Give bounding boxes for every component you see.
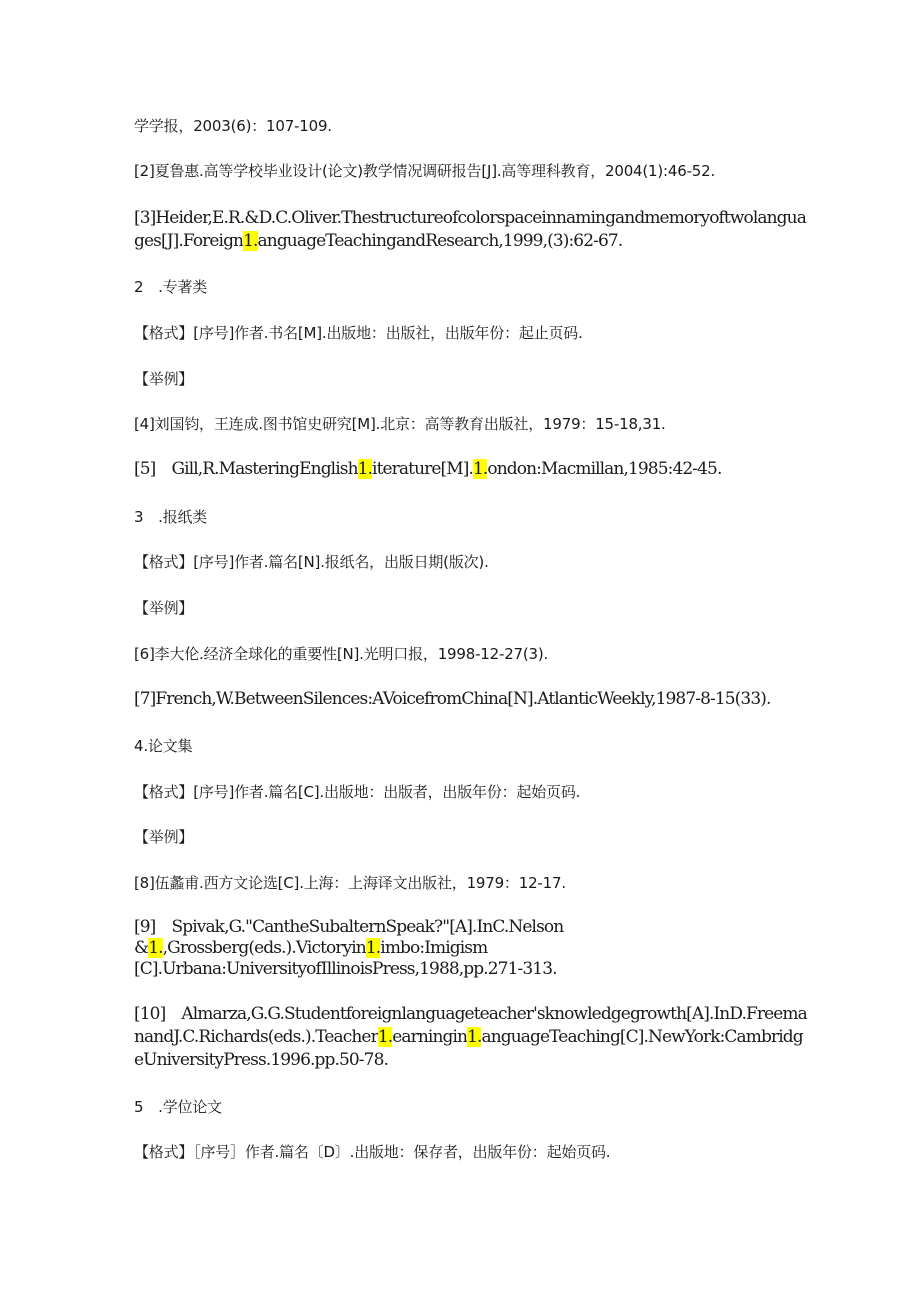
example-label: 【举例】 [134, 370, 194, 388]
example-label: 【举例】 [134, 599, 194, 617]
reference-6: [6]李大伦.经济全球化的重要性[N].光明口报，1998-12-27(3). [134, 645, 549, 663]
format-line-theses: 【格式】［序号］作者.篇名〔D〕.出版地：保存者，出版年份：起始页码. [134, 1143, 611, 1161]
highlight-mark: 1. [472, 459, 488, 479]
highlight-mark: 1. [243, 231, 258, 251]
reference-9-line-1: [9] Spivak,G."CantheSubalternSpeak?"[A].InC.Nelson [134, 917, 564, 937]
section-heading-proceedings: 4.论文集 [134, 737, 193, 755]
highlight-mark: 1. [377, 1027, 393, 1047]
reference-10-line-2: nandJ.C.Richards(eds.).Teacher1.earningin1.anguageTeaching[C].NewYork:Cambridg [134, 1027, 803, 1047]
reference-3-line-1: [3]Heider,E.R.&D.C.Oliver.Thestructureofcolorspaceinnamingandmemoryoftwolangua [134, 208, 806, 228]
reference-9-line-3: [C].Urbana:UniversityofIllinoisPress,1988,pp.271-313. [134, 959, 557, 979]
reference-4: [4]刘国钧，王连成.图书馆史研究[M].北京：高等教育出版社，1979：15-18,31. [134, 415, 666, 433]
section-heading-newspapers: 3 .报纸类 [134, 508, 208, 526]
section-heading-theses: 5 .学位论文 [134, 1098, 222, 1116]
reference-2: [2]夏鲁惠.高等学校毕业设计(论文)教学情况调研报告[J].高等理科教育，2004(1):46-52. [134, 162, 716, 180]
text-line-continuation: 学学报，2003(6)：107-109. [134, 117, 332, 135]
format-line-proceedings: 【格式】[序号]作者.篇名[C].出版地：出版者，出版年份：起始页码. [134, 783, 581, 801]
format-line-monographs: 【格式】[序号]作者.书名[M].出版地：出版社，出版年份：起止页码. [134, 324, 583, 342]
highlight-mark: 1. [148, 938, 163, 958]
reference-7: [7]French,W.BetweenSilences:AVoicefromChina[N].AtlanticWeekly,1987-8-15(33). [134, 689, 771, 709]
reference-5: [5] Gill,R.MasteringEnglish1.iterature[M].1.ondon:Macmillan,1985:42-45. [134, 459, 722, 479]
format-line-newspapers: 【格式】[序号]作者.篇名[N].报纸名，出版日期(版次). [134, 553, 489, 571]
highlight-mark: 1. [357, 459, 373, 479]
highlight-mark: 1. [365, 938, 381, 958]
reference-10-line-1: [10] Almarza,G.G.Studentforeignlanguageteacher'sknowledgegrowth[A].InD.Freema [134, 1004, 807, 1024]
highlight-mark: 1. [467, 1027, 482, 1047]
example-label: 【举例】 [134, 828, 194, 846]
reference-10-line-3: eUniversityPress.1996.pp.50-78. [134, 1050, 388, 1070]
section-heading-monographs: 2 .专著类 [134, 278, 208, 296]
reference-9-line-2: &1.,Grossberg(eds.).Victoryin1.imbo:Imigism [134, 938, 488, 958]
reference-8: [8]伍蠡甫.西方文论选[C].上海：上海译文出版社，1979：12-17. [134, 874, 566, 892]
reference-3-line-2: ges[J].Foreign1.anguageTeachingandResearch,1999,(3):62-67. [134, 231, 623, 251]
